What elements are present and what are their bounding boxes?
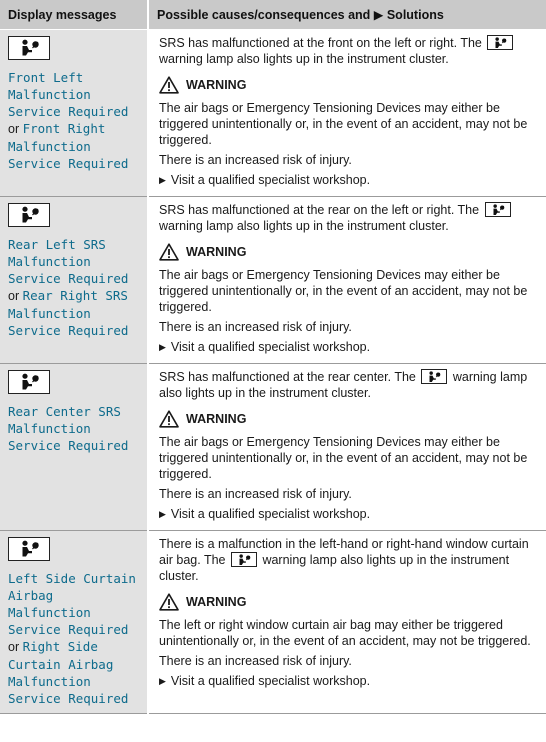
header-display-messages: Display messages <box>0 0 148 30</box>
airbag-warning-lamp-icon <box>487 35 513 50</box>
table-row <box>0 30 546 197</box>
risk-text: There is an increased risk of injury. <box>159 153 352 167</box>
message-or: or <box>8 640 23 654</box>
warning-text: The left or right window curtain air bag may either be triggered unintentionally or, in the event of an accident, may not be triggered. <box>159 618 531 648</box>
airbag-warning-lamp-icon <box>485 202 511 217</box>
airbag-warning-lamp-icon <box>421 369 447 384</box>
message-primary: Rear Left SRS Malfunction Service Required <box>8 237 129 286</box>
message-primary: Rear Center SRS Malfunction Service Required <box>8 404 129 453</box>
table-header-row <box>0 0 546 30</box>
warning-text: The air bags or Emergency Tensioning Devices may either be triggered unintentionally or, in the event of an accident, may not be triggered. <box>159 101 528 147</box>
message-secondary: Rear Right SRS Malfunction Service Required <box>8 288 129 338</box>
warning-triangle-icon <box>159 76 179 94</box>
risk-text: There is an increased risk of injury. <box>159 487 352 501</box>
warning-text: The air bags or Emergency Tensioning Devices may either be triggered unintentionally or, in the event of an accident, may not be triggered. <box>159 268 528 314</box>
causes-solutions-cell <box>148 30 546 197</box>
cause-text: SRS has malfunctioned at the rear center. The warning lamp also lights up in the instrument cluster. <box>159 370 528 400</box>
causes-solutions-cell <box>148 531 546 714</box>
causes-solutions-cell <box>148 197 546 364</box>
table-row <box>0 197 546 364</box>
header-causes-solutions: Possible causes/consequences and ▶ Solutions <box>148 0 546 30</box>
table-row <box>0 364 546 531</box>
warning-heading: WARNING <box>159 593 538 611</box>
cause-text: There is a malfunction in the left-hand or right-hand window curtain air bag. The warning lamp also lights up in the instrument cluster. <box>159 537 529 583</box>
solution-action: ▶ Visit a qualified specialist workshop. <box>159 339 538 355</box>
warning-text: The air bags or Emergency Tensioning Devices may either be triggered unintentionally or, in the event of an accident, may not be triggered. <box>159 435 528 481</box>
table-row <box>0 531 546 714</box>
display-message-cell <box>0 531 148 714</box>
display-message-cell <box>0 364 148 531</box>
airbag-warning-lamp-icon <box>8 370 50 394</box>
warning-heading: WARNING <box>159 76 538 94</box>
warning-heading: WARNING <box>159 410 538 428</box>
cause-text: SRS has malfunctioned at the rear on the left or right. The warning lamp also lights up in the instrument cluster. <box>159 202 538 234</box>
airbag-warning-lamp-icon <box>231 552 257 567</box>
message-secondary: Right Side Curtain Airbag Malfunction Service Required <box>8 639 129 706</box>
message-primary: Left Side Curtain Airbag Malfunction Service Required <box>8 571 136 637</box>
message-primary: Front Left Malfunction Service Required <box>8 70 129 119</box>
display-message-cell <box>0 197 148 364</box>
airbag-warning-lamp-icon <box>8 537 50 561</box>
warning-triangle-icon <box>159 593 179 611</box>
message-secondary: Front Right Malfunction Service Required <box>8 121 129 171</box>
airbag-warning-lamp-icon <box>8 36 50 60</box>
display-message-cell <box>0 30 148 197</box>
message-or: or <box>8 122 23 136</box>
warning-heading: WARNING <box>159 243 538 261</box>
solution-action: ▶ Visit a qualified specialist workshop. <box>159 673 538 689</box>
warning-triangle-icon <box>159 410 179 428</box>
causes-solutions-cell <box>148 364 546 531</box>
solution-action: ▶ Visit a qualified specialist workshop. <box>159 172 538 188</box>
cause-text: SRS has malfunctioned at the front on the left or right. The warning lamp also lights up in the instrument cluster. <box>159 35 538 67</box>
message-or: or <box>8 289 23 303</box>
warning-triangle-icon <box>159 243 179 261</box>
risk-text: There is an increased risk of injury. <box>159 320 352 334</box>
solution-action: ▶ Visit a qualified specialist workshop. <box>159 506 538 522</box>
airbag-warning-lamp-icon <box>8 203 50 227</box>
risk-text: There is an increased risk of injury. <box>159 654 352 668</box>
